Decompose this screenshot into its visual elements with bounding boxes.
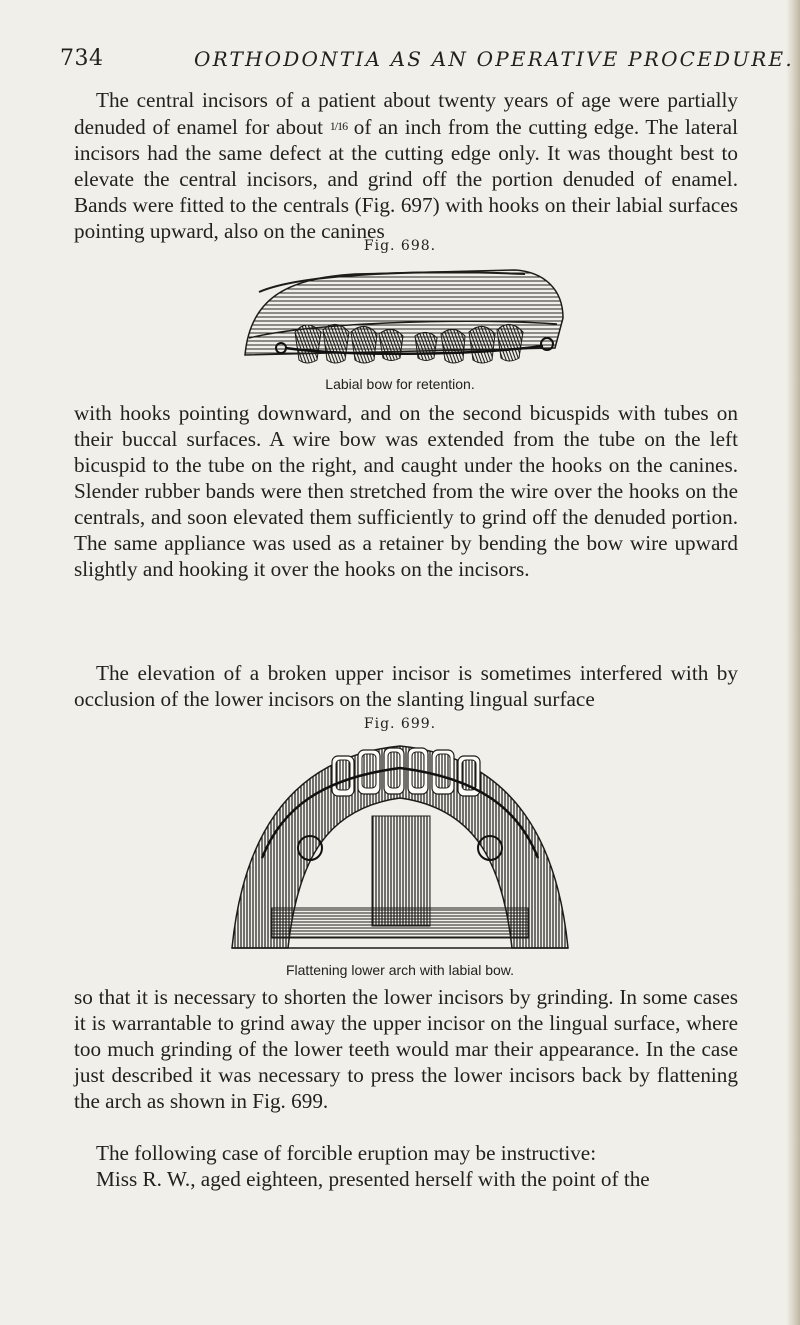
paragraph-2 [74,400,738,582]
paragraph-3 [74,660,738,712]
figure-699-dental-arch [222,738,578,956]
paragraph-2-text: with hooks pointing downward, and on the second bicuspids with tubes on their buccal surfaces. A wire bow was extended from the tube on the left bicuspid to the tube on the right, and caught under the hooks on the canines. Slender rubber bands were then stretched from the wire over the hooks on the centrals, and soon elevated them sufficiently to grind off the denuded portion. The same appliance was used as a retainer by bending the bow wire upward slightly and hooking it over the hooks on the incisors. [74,401,738,581]
paragraph-6 [74,1166,738,1192]
paragraph-1 [74,87,738,244]
figure-699-label: Fig. 699. [363,716,437,732]
figure-699-caption: Flattening lower arch with labial bow. [285,962,514,978]
paragraph-4-text: so that it is necessary to shorten the lower incisors by grinding. In some cases it is warrantable to grind away the upper incisor on the lingual surface, where too much grinding of the lower teeth would mar their appearance. In the case just described it was necessary to press the lower incisors back by flattening the arch as shown in Fig. 699. [74,985,738,1113]
paragraph-6-text: Miss R. W., aged eighteen, presented herself with the point of the [96,1167,650,1191]
paragraph-1-text-b: of an inch from the cutting edge. The lateral incisors had the same defect at the cutting edge only. It was thought best to elevate the central incisors, and grind off the portion denuded of enamel. Bands were fitted to the centrals (Fig. 697) with hooks on their labial surfaces pointing upward, also on the canines [74,115,738,244]
paragraph-5-text: The following case of forcible eruption may be instructive: [96,1141,597,1165]
paragraph-1-text-a: The central incisors of a patient about twenty years of age were partially denuded of enamel for about [74,88,738,140]
figure-698-dental-cast [225,260,575,372]
paragraph-3-text: The elevation of a broken upper incisor is sometimes interfered with by occlusion of the lower incisors on the slanting lingual surface [74,661,738,711]
running-head: ORTHODONTIA AS AN OPERATIVE PROCEDURE. [194,47,794,71]
figure-698-caption: Labial bow for retention. [325,376,475,392]
page-number: 734 [60,46,104,71]
figure-698-label: Fig. 698. [363,238,437,254]
page-edge-shadow [786,0,800,1325]
fraction-one-sixteenth: 1/16 [329,119,348,133]
paragraph-5 [74,1140,738,1166]
page-header [60,46,794,76]
paragraph-4 [74,984,738,1114]
